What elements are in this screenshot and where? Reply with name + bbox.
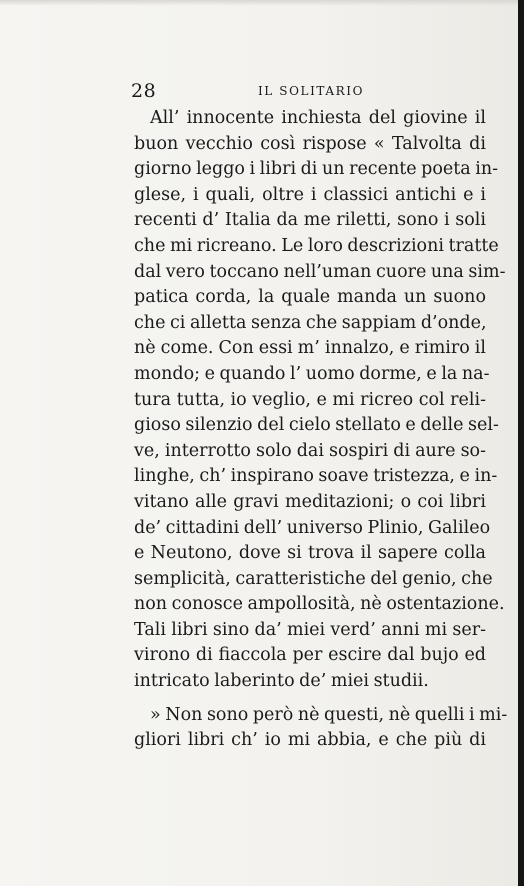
text-line: glese, i quali, oltre i classici antichi e i — [134, 184, 486, 205]
page-header — [131, 80, 486, 102]
text-line: tura tutta, io veglio, e mi ricreo col reli- — [134, 389, 486, 410]
text-line: semplicità, caratteristiche del genio, che — [134, 568, 493, 589]
text-line: non conosce ampollosità, nè ostentazione. — [134, 594, 505, 615]
text-line: patica corda, la quale manda un suono — [134, 287, 486, 308]
text-line: de’ cittadini dell’ universo Plinio, Galileo — [134, 517, 491, 538]
page-number: 28 — [131, 80, 157, 102]
page-top-edge — [0, 0, 518, 6]
text-line: ve, interrotto solo dai sospiri di aure so- — [134, 440, 486, 461]
text-line: linghe, ch’ inspirano soave tristezza, e in- — [134, 466, 498, 487]
text-line: buon vecchio così rispose « Talvolta di — [134, 133, 486, 154]
body-text — [134, 106, 508, 754]
text-line: che mi ricreano. Le loro descrizioni tratte — [134, 235, 499, 256]
text-line: mondo; e quando l’ uomo dorme, e la na- — [134, 363, 490, 384]
text-line: giorno leggo i libri di un recente poeta in- — [134, 159, 499, 180]
text-line: recenti d’ Italia da me riletti, sono i soli — [134, 210, 486, 231]
text-line: gliori libri ch’ io mi abbia, e che più di — [134, 730, 486, 751]
text-line: nè come. Con essi m’ innalzo, e rimiro il — [134, 338, 486, 359]
text-line: che ci alletta senza che sappiam d’onde, — [134, 312, 487, 333]
text-line: All’ innocente inchiesta del giovine il — [150, 108, 486, 128]
text-line: intricato laberinto de’ miei studii. — [134, 671, 429, 692]
text-line: » Non sono però nè questi, nè quelli i mi- — [150, 704, 508, 725]
text-line: vitano alle gravi meditazioni; o coi libri — [134, 491, 486, 512]
running-head: IL SOLITARIO — [257, 84, 365, 98]
text-line: Tali libri sino da’ miei verd’ anni mi ser- — [134, 619, 486, 640]
text-line: e Neutono, dove si trova il sapere colla — [134, 543, 486, 564]
text-line: gioso silenzio del cielo stellato e delle sel- — [134, 415, 499, 436]
text-line: virono di fiaccola per escire dal bujo ed — [134, 645, 486, 666]
text-line: dal vero toccano nell’uman cuore una sim- — [134, 261, 506, 282]
